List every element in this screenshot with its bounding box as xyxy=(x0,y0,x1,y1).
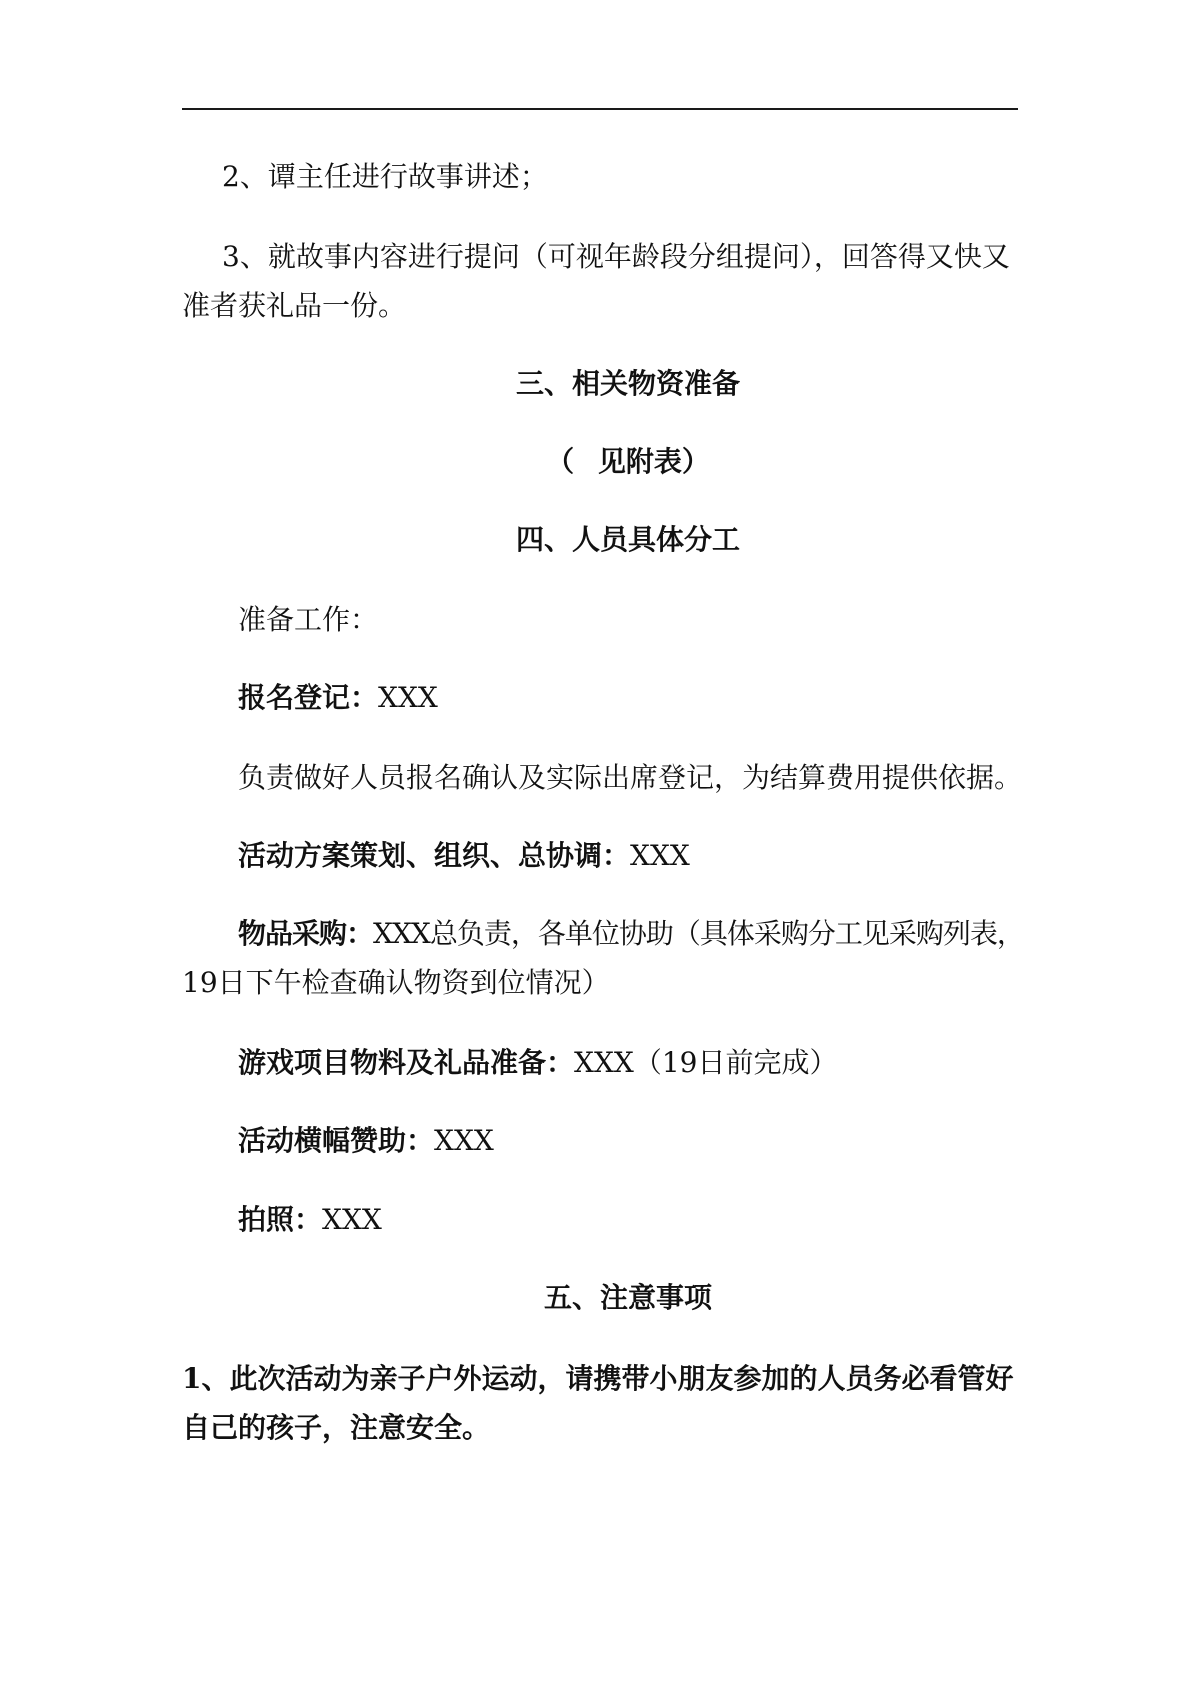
section-5-heading: 五、注意事项 xyxy=(543,1281,712,1314)
registration-label: 报名登记： xyxy=(238,681,379,714)
banner-row xyxy=(238,1123,494,1159)
planning-person: XXX xyxy=(630,839,690,872)
section-4-heading: 四、人员具体分工 xyxy=(515,523,740,556)
game-materials-text: XXX（19日前完成） xyxy=(574,1046,838,1079)
step-2: 2、谭主任进行故事讲述； xyxy=(222,160,548,193)
registration-row xyxy=(238,680,438,716)
header-rule xyxy=(182,108,1018,110)
step-3-line-2: 准者获礼品一份。 xyxy=(182,289,407,322)
banner-label: 活动横幅赞助： xyxy=(238,1124,435,1157)
appendix-reference: （ 见附表） xyxy=(546,445,710,478)
registration-duty: 负责做好人员报名确认及实际出席登记，为结算费用提供依据。 xyxy=(238,761,1023,794)
photography-label: 拍照： xyxy=(238,1203,323,1236)
safety-note-line-2: 自己的孩子，注意安全。 xyxy=(182,1411,491,1444)
photography-row xyxy=(238,1202,382,1238)
safety-note-line-1: 1、此次活动为亲子户外运动，请携带小朋友参加的人员务必看管好 xyxy=(182,1362,1014,1395)
game-materials-label: 游戏项目物料及礼品准备： xyxy=(238,1046,575,1079)
planning-row xyxy=(238,838,690,874)
section-3-note xyxy=(182,444,1018,480)
prep-work-label: 准备工作： xyxy=(238,603,379,636)
purchasing-text-line-2: 19日下午检查确认物资到位情况） xyxy=(182,966,610,999)
planning-label: 活动方案策划、组织、总协调： xyxy=(238,839,631,872)
step-3-line-1: 3、就故事内容进行提问（可视年龄段分组提问），回答得又快又 xyxy=(222,240,1010,273)
section-3-heading: 三、相关物资准备 xyxy=(515,367,740,400)
purchasing-label: 物品采购： xyxy=(238,917,374,950)
purchasing-text-line-1: XXX总负责，各单位协助（具体采购分工见采购列表， xyxy=(373,917,1024,950)
banner-person: XXX xyxy=(434,1124,494,1157)
game-materials-row xyxy=(238,1045,837,1081)
photography-person: XXX xyxy=(322,1203,382,1236)
registration-person: XXX xyxy=(378,681,438,714)
purchasing-row xyxy=(238,916,1024,952)
